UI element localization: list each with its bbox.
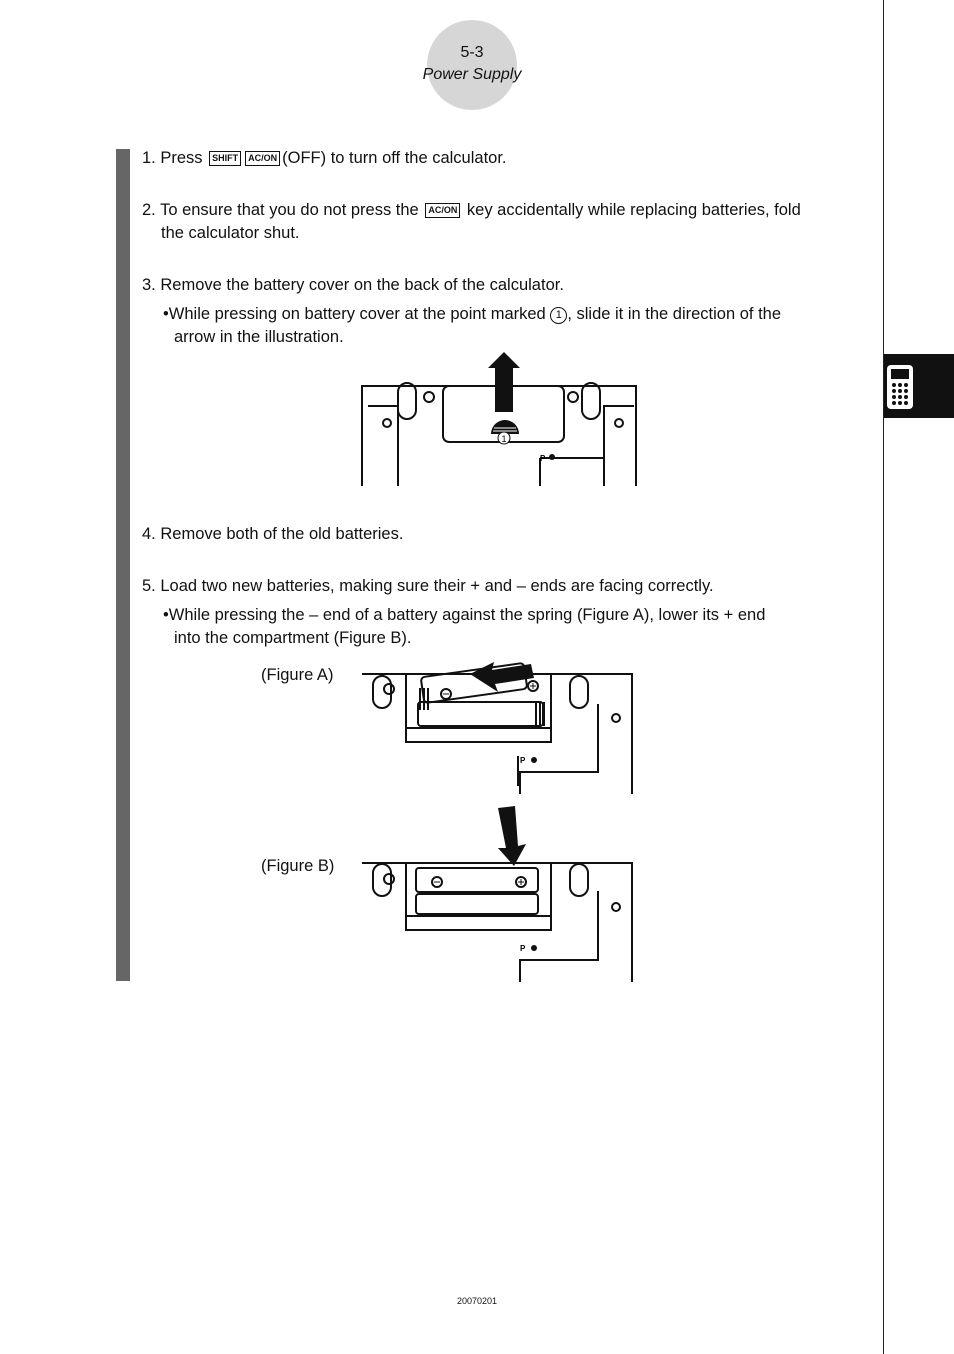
step-3-bullet-continued: arrow in the illustration.	[174, 328, 344, 346]
step-3-bullet: •While pressing on battery cover at the point marked 1 , slide it in the direction of the	[163, 305, 782, 323]
figure-a-illustration	[358, 654, 644, 796]
ac-on-key: AC/ON	[245, 151, 280, 166]
ac-on-key: AC/ON	[425, 203, 460, 218]
calculator-icon	[886, 364, 914, 410]
battery-cover-illustration	[358, 350, 644, 490]
header-badge	[427, 20, 517, 110]
right-margin-rule	[883, 0, 884, 1354]
port-label-a: P	[520, 756, 526, 765]
cover-marker-number: 1	[501, 434, 507, 444]
step-2-continued: the calculator shut.	[161, 224, 300, 242]
step-5-bullet: •While pressing the – end of a battery against the spring (Figure A), lower its + end	[163, 606, 766, 624]
port-label: P	[540, 454, 546, 463]
step-1: 1. Press SHIFT AC/ON (OFF) to turn off the calculator.	[142, 149, 507, 167]
figure-b-illustration	[358, 806, 644, 984]
section-side-bar	[116, 149, 130, 981]
figure-b-label: (Figure B)	[261, 857, 335, 875]
figure-a-label: (Figure A)	[261, 666, 334, 684]
marker-1-circle: 1	[550, 307, 567, 324]
chapter-tab	[884, 354, 954, 418]
page-number: 5-3	[460, 44, 484, 61]
step-4: 4. Remove both of the old batteries.	[142, 525, 404, 543]
port-label-b: P	[520, 944, 526, 953]
step-3: 3. Remove the battery cover on the back of the calculator.	[142, 276, 564, 294]
section-title: Power Supply	[422, 66, 522, 83]
footer-code: 20070201	[456, 1296, 498, 1306]
step-5: 5. Load two new batteries, making sure their + and – ends are facing correctly.	[142, 577, 714, 595]
step-5-bullet-continued: into the compartment (Figure B).	[174, 629, 412, 647]
shift-key: SHIFT	[209, 151, 241, 166]
step-2: 2. To ensure that you do not press the AC/ON key accidentally while replacing batteries, fold	[142, 201, 801, 219]
